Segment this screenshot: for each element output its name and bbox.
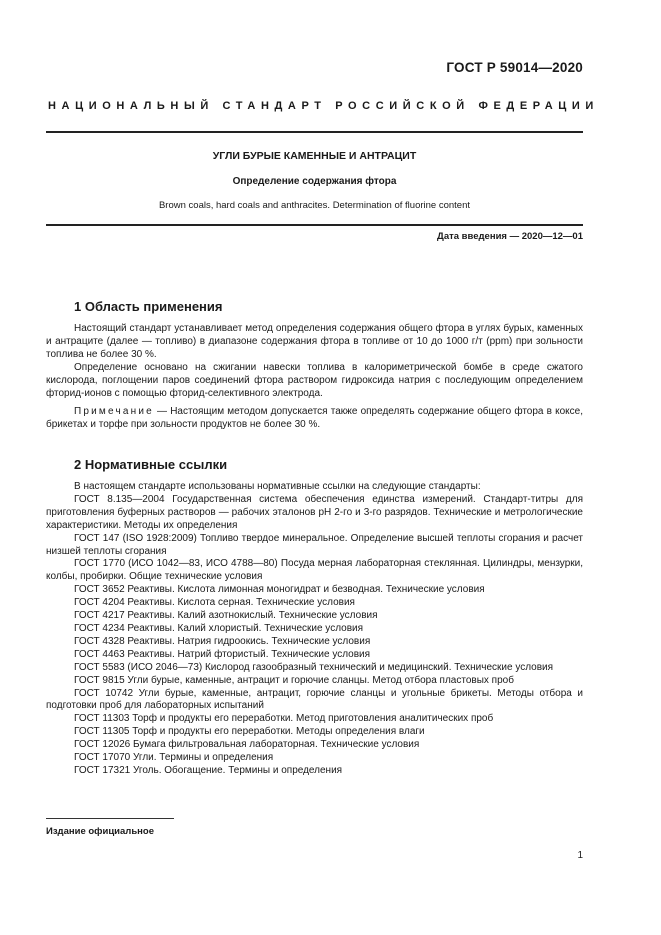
reference-item: ГОСТ 11305 Торф и продукты его переработки. Методы определения влаги	[74, 726, 425, 738]
footer-divider	[46, 818, 174, 819]
page-number: 1	[577, 850, 583, 861]
document-subtitle: Определение содержания фтора	[232, 176, 397, 187]
reference-item: ГОСТ 4328 Реактивы. Натрия гидроокись. Технические условия	[74, 635, 371, 647]
document-code: ГОСТ Р 59014—2020	[446, 60, 583, 75]
reference-item: ГОСТ 10742 Угли бурые, каменные, антрацит, горючие сланцы и угольные брикеты. Методы отбора и подготовки проб для лабораторных испытаний	[46, 687, 583, 712]
note-paragraph	[46, 406, 583, 432]
reference-item: ГОСТ 8.135—2004 Государственная система обеспечения единства измерений. Стандарт-титры для приготовления буферных растворов — рабочих эталонов pH 2-го и 3-го разрядов. Технические и метрологические характеристики. Методы их определения	[46, 493, 583, 531]
section-scope	[46, 299, 583, 432]
section-heading: 1 Область применения	[74, 299, 223, 314]
section-heading: 2 Нормативные ссылки	[74, 457, 228, 472]
official-edition-label: Издание официальное	[46, 826, 154, 837]
reference-item: ГОСТ 17321 Уголь. Обогащение. Термины и определения	[74, 764, 343, 776]
reference-item: ГОСТ 1770 (ИСО 1042—83, ИСО 4788—80) Посуда мерная лабораторная стеклянная. Цилиндры, мензурки, колбы, пробирки. Общие технические условия	[46, 558, 583, 583]
reference-item: ГОСТ 147 (ISO 1928:2009) Топливо твердое минеральное. Определение высшей теплоты сгорания и расчет низшей теплоты сгорания	[46, 532, 583, 557]
paragraph: Определение основано на сжигании навески топлива в калориметрической бомбе в среде сжатого кислорода, поглощении паров соединений фтора раствором гидроксида натрия с последующим определением фторид-ионов с помощью фторид-селективного электрода.	[46, 361, 583, 399]
reference-item: ГОСТ 4463 Реактивы. Натрий фтористый. Технические условия	[74, 648, 371, 660]
national-standard-heading: НАЦИОНАЛЬНЫЙ СТАНДАРТ РОССИЙСКОЙ ФЕДЕРАЦИИ	[48, 100, 599, 112]
reference-item: ГОСТ 3652 Реактивы. Кислота лимонная моногидрат и безводная. Технические условия	[74, 584, 485, 596]
reference-item: ГОСТ 5583 (ИСО 2046—73) Кислород газообразный технический и медицинский. Технические условия	[74, 661, 554, 673]
title-divider	[46, 224, 583, 226]
introduction-date: Дата введения — 2020—12—01	[437, 231, 583, 242]
document-title: УГЛИ БУРЫЕ КАМЕННЫЕ И АНТРАЦИТ	[212, 150, 417, 162]
english-title: Brown coals, hard coals and anthracites. Determination of fluorine content	[158, 200, 471, 211]
section-normative-references	[46, 457, 583, 778]
paragraph: В настоящем стандарте использованы нормативные ссылки на следующие стандарты:	[74, 481, 481, 492]
note-text: — Настоящим методом допускается также определять содержание общего фтора в коксе, брикетах и торфе при зольности продуктов не более 30 %.	[46, 406, 583, 431]
header-divider	[46, 131, 583, 133]
reference-item: ГОСТ 4217 Реактивы. Калий азотнокислый. Технические условия	[74, 610, 378, 622]
reference-item: ГОСТ 4204 Реактивы. Кислота серная. Технические условия	[74, 597, 355, 609]
reference-item: ГОСТ 17070 Угли. Термины и определения	[74, 752, 274, 764]
note-label: Примечание	[74, 406, 154, 418]
paragraph: Настоящий стандарт устанавливает метод определения содержания общего фтора в углях бурых, каменных и антраците (далее — топливо) в диапазоне содержания фтора в топливе от 10 до 1000 г/т (ppm) при зольности топлива не более 30 %.	[46, 323, 583, 360]
reference-item: ГОСТ 9815 Угли бурые, каменные, антрацит и горючие сланцы. Метод отбора пластовых проб	[74, 674, 514, 686]
reference-item: ГОСТ 4234 Реактивы. Калий хлористый. Технические условия	[74, 622, 364, 634]
reference-item: ГОСТ 12026 Бумага фильтровальная лабораторная. Технические условия	[74, 739, 420, 751]
reference-list	[46, 494, 583, 778]
reference-item: ГОСТ 11303 Торф и продукты его переработки. Метод приготовления аналитических проб	[74, 713, 494, 725]
